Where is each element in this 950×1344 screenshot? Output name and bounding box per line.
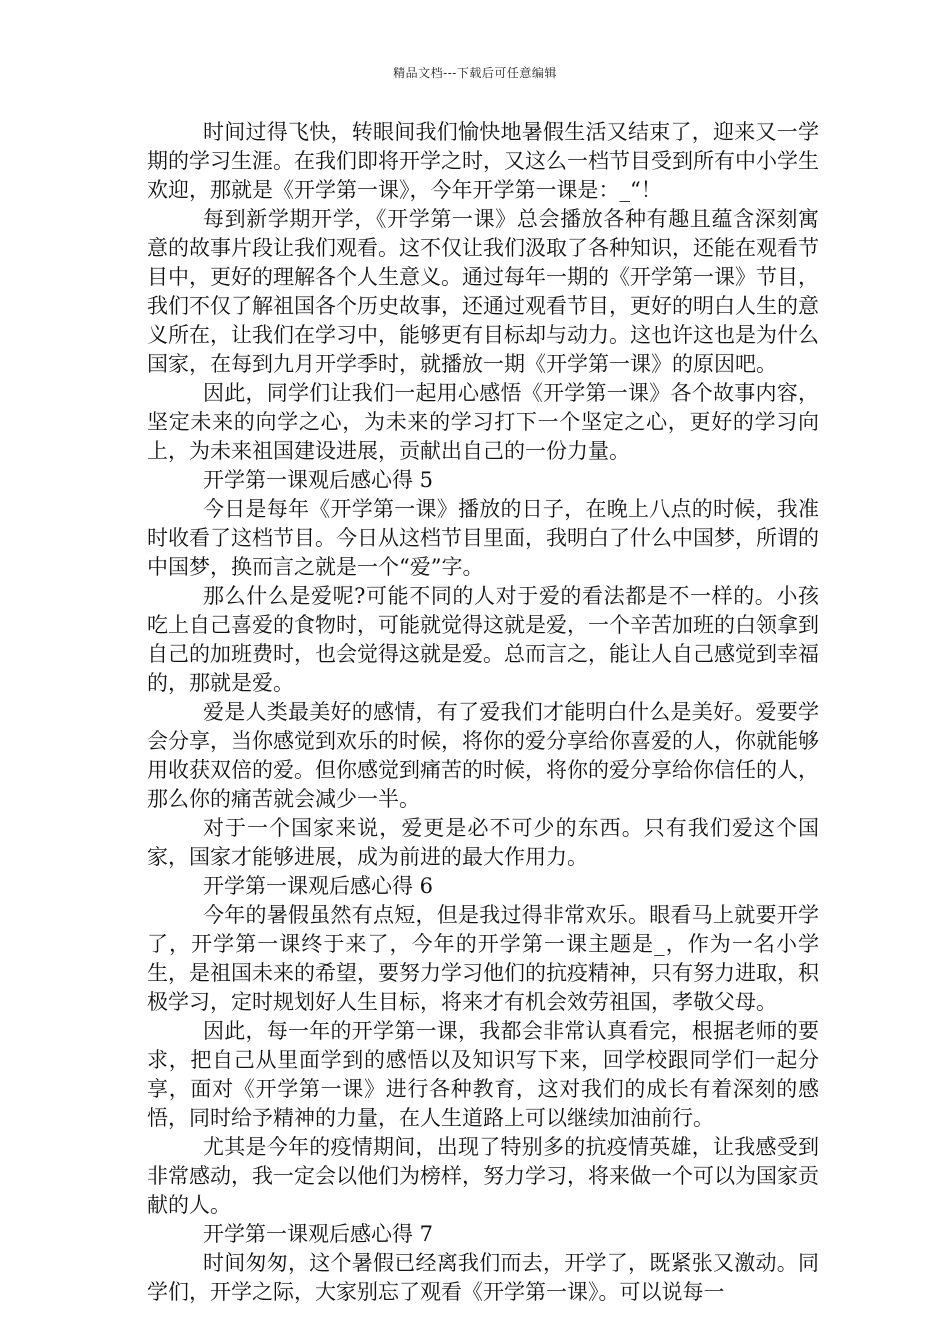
paragraph: 因此，同学们让我们一起用心感悟《开学第一课》各个故事内容，坚定未来的向学之心，为未来的学习打下一个坚定之心，更好的学习向上，为未来祖国建设进展，贡献出自己的一份力量。 xyxy=(147,381,819,463)
paragraph: 时间过得飞快，转眼间我们愉快地暑假生活又结束了，迎来又一学期的学习生涯。在我们即将开学之时，又这么一档节目受到所有中小学生欢迎，那就是《开学第一课》，今年开学第一课是：_“！ xyxy=(147,120,819,202)
paragraph: 爱是人类最美好的感情，有了爱我们才能明白什么是美好。爱要学会分享，当你感觉到欢乐的时候，将你的爱分享给你喜爱的人，你就能够用收获双倍的爱。但你感觉到痛苦的时候，将你的爱分享给你信任的人，那么你的痛苦就会减少一半。 xyxy=(147,700,819,811)
paragraph: 今年的暑假虽然有点短，但是我过得非常欢乐。眼看马上就要开学了，开学第一课终于来了，今年的开学第一课主题是_，作为一名小学生，是祖国未来的希望，要努力学习他们的抗疫精神，只有努力进取，积极学习，定时规划好人生目标，将来才有机会效劳祖国，孝敬父母。 xyxy=(147,903,819,1014)
paragraph: 那么什么是爱呢?可能不同的人对于爱的看法都是不一样的。小孩吃上自己喜爱的食物时，可能就觉得这就是爱，一个辛苦加班的白领拿到自己的加班费时，也会觉得这就是爱。总而言之，能让人自己感觉到幸福的，那就是爱。 xyxy=(147,584,819,695)
section-heading: 开学第一课观后感心得 6 xyxy=(203,874,434,898)
paragraph: 因此，每一年的开学第一课，我都会非常认真看完，根据老师的要求，把自己从里面学到的感悟以及知识写下来，回学校跟同学们一起分享，面对《开学第一课》进行各种教育，这对我们的成长有着深刻的感悟，同时给予精神的力量，在人生道路上可以继续加油前行。 xyxy=(147,1019,819,1130)
paragraph: 时间匆匆，这个暑假已经离我们而去，开学了，既紧张又激动。同学们，开学之际，大家别忘了观看《开学第一课》。可以说每一 xyxy=(147,1251,819,1304)
section-heading: 开学第一课观后感心得 5 xyxy=(203,468,434,492)
section-heading: 开学第一课观后感心得 7 xyxy=(203,1222,434,1246)
document-body xyxy=(147,118,819,1307)
paragraph: 今日是每年《开学第一课》播放的日子，在晚上八点的时候，我准时收看了这档节目。今日从这档节目里面，我明白了什么中国梦，所谓的中国梦，换而言之就是一个“爱”字。 xyxy=(147,497,819,579)
paragraph: 每到新学期开学，《开学第一课》总会播放各种有趣且蕴含深刻寓意的故事片段让我们观看。这不仅让我们汲取了各种知识，还能在观看节目中，更好的理解各个人生意义。通过每年一期的《开学第一课》节目，我们不仅了解祖国各个历史故事，还通过观看节目，更好的明白人生的意义所在，让我们在学习中，能够更有目标却与动力。这也许这也是为什么国家，在每到九月开学季时，就播放一期《开学第一课》的原因吧。 xyxy=(147,207,819,376)
paragraph: 对于一个国家来说，爱更是必不可少的东西。只有我们爱这个国家，国家才能够进展，成为前进的最大作用力。 xyxy=(147,816,819,869)
paragraph: 尤其是今年的疫情期间，出现了特别多的抗疫情英雄，让我感受到非常感动，我一定会以他们为榜样，努力学习，将来做一个可以为国家贡献的人。 xyxy=(147,1135,819,1217)
document-header-note: 精品文档---下载后可任意编辑 xyxy=(393,66,557,80)
